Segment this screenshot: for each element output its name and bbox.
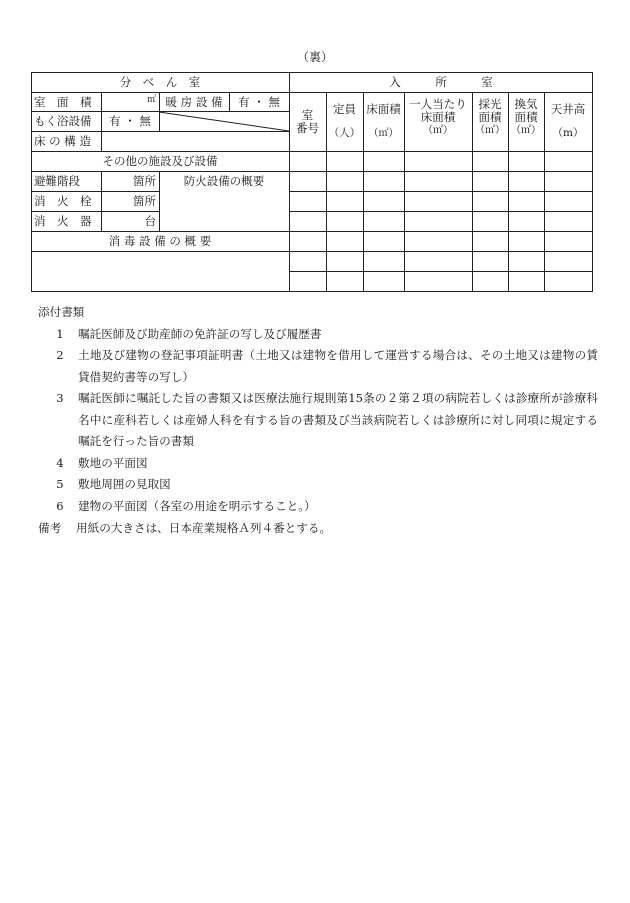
evac-stairs-unit: 箇所 bbox=[133, 173, 156, 188]
attachment-item: 4 敷地の平面図 bbox=[56, 455, 148, 470]
bath-options: 有 ・ 無 bbox=[109, 113, 151, 128]
attachment-item: 5 敷地周囲の見取図 bbox=[56, 477, 171, 491]
attachment-item: 1 嘱託医師及び助産師の免許証の写し及び履歴書 bbox=[56, 326, 322, 341]
room-area-label: 室 面 積 bbox=[34, 94, 92, 109]
remarks-text: 用紙の大きさは、日本産業規格Ａ列４番とする。 bbox=[76, 521, 332, 535]
attachments-section bbox=[38, 302, 598, 540]
other-facilities-header: その他の施設及び設備 bbox=[102, 153, 218, 168]
col-lighting-area: 採光 面積 （㎡） bbox=[475, 97, 505, 136]
extinguisher-label: 消 火 器 bbox=[34, 213, 92, 228]
col-room-number: 室 番号 bbox=[296, 107, 319, 135]
room-area-unit: ㎡ bbox=[146, 95, 156, 105]
col-ventilation-area: 換気 面積 （㎡） bbox=[511, 97, 541, 136]
fire-prevention-header: 防火設備の概要 bbox=[183, 173, 265, 188]
bath-label: もく浴設備 bbox=[34, 113, 92, 128]
page-side-mark: （裏） bbox=[296, 50, 333, 64]
attachment-item: 2 土地及び建物の登記事項証明書（土地又は建物を借用して運営する場合は、その土地又は建物の賃貸借契約書等の写し） bbox=[56, 348, 598, 384]
facility-form-table bbox=[31, 72, 593, 292]
extinguisher-unit: 台 bbox=[144, 213, 156, 228]
remarks-note bbox=[38, 518, 598, 540]
hydrant-unit: 箇所 bbox=[133, 193, 156, 208]
nyusho-room-header: 入 所 室 bbox=[389, 74, 493, 89]
evac-stairs-label: 避難階段 bbox=[34, 173, 80, 188]
col-floor-area: 床面積 （㎡） bbox=[366, 102, 401, 139]
attachment-item: 6 建物の平面図（各室の用途を明示すること。） bbox=[56, 498, 316, 513]
attachments-title: 添付書類 bbox=[38, 305, 85, 319]
disinfection-header: 消 毒 設 備 の 概 要 bbox=[108, 233, 212, 248]
heating-label: 暖 房 設 備 bbox=[165, 94, 223, 109]
floor-structure-label: 床 の 構 造 bbox=[34, 133, 91, 148]
hydrant-label: 消 火 栓 bbox=[34, 193, 92, 208]
bunben-room-header: 分 べ ん 室 bbox=[119, 74, 201, 89]
heating-options: 有 ・ 無 bbox=[238, 94, 280, 109]
col-ceiling-height: 天井高 （m） bbox=[550, 102, 586, 139]
col-per-person-area: 一人当たり 床面積 （㎡） bbox=[409, 97, 467, 136]
attachment-item: 3 嘱託医師に嘱託した旨の書類又は医療法施行規則第15条の２第２項の病院若しくは診療所が診療科名中に産科若しくは産婦人科を有する旨の書類及び当該病院若しくは診療所に対し同項に規定する嘱託を行った旨の書類 bbox=[56, 391, 598, 448]
col-capacity: 定員 （人） bbox=[328, 102, 361, 139]
remarks-label: 備考 bbox=[38, 521, 62, 535]
